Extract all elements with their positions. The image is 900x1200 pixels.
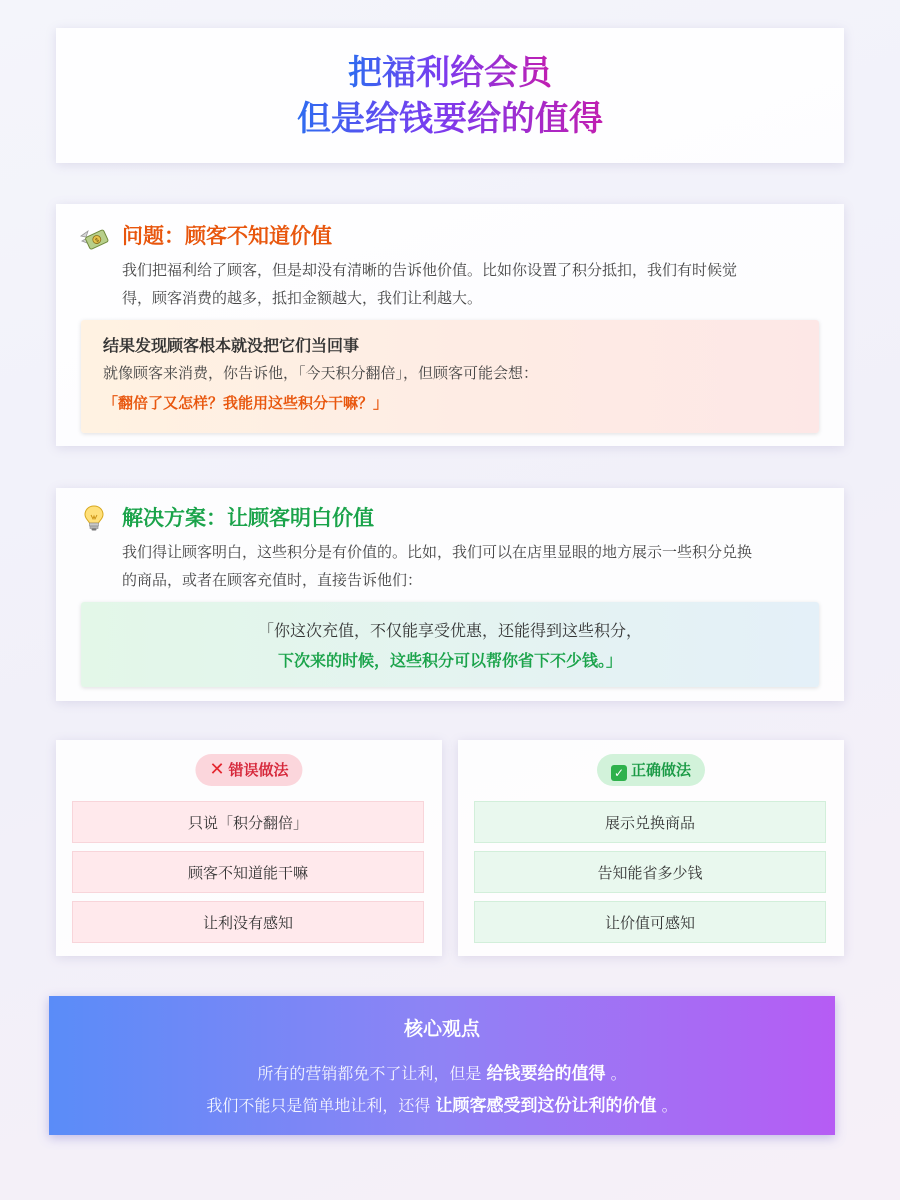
core-line2-emphasis: 让顾客感受到这份让利的价值 [435,1096,657,1116]
right-item: 告知能省多少钱 [474,851,826,893]
solution-text-line2: 的商品，或者在顾客充值时，直接告诉他们： [122,571,423,589]
core-line1-emphasis: 给钱要给的值得 [486,1064,606,1084]
wrong-approach-badge [195,754,302,786]
solution-heading: 解决方案：让顾客明白价值 [122,506,374,530]
core-line2-text: 我们不能只是简单地让利，还得 [206,1096,431,1115]
problem-card [56,204,844,446]
solution-card [56,488,844,701]
wrong-item: 只说「积分翻倍」 [72,801,424,843]
core-line2 [49,1091,835,1116]
core-line2-end: 。 [661,1096,678,1115]
problem-box-heading: 结果发现顾客根本就没把它们当回事 [103,336,360,355]
page-title-line1: 把福利给会员 [348,50,552,96]
check-mark-icon: ✓ [611,765,627,781]
solution-text-line1: 我们得让顾客明白，这些积分是有价值的。比如，我们可以在店里显眼的地方展示一些积分兑换 [122,543,753,561]
svg-text:$: $ [93,236,101,245]
cross-mark-icon: ✕ [209,759,225,780]
right-item: 展示兑换商品 [474,801,826,843]
wrong-approach-card [56,740,442,956]
money-with-wings-icon [78,222,110,254]
core-point-card [49,996,835,1135]
solution-box-line1: 「你这次充值，不仅能享受优惠，还能得到这些积分， [257,621,642,640]
light-bulb-icon [78,502,110,534]
core-line1 [49,1059,835,1084]
wrong-item: 让利没有感知 [72,901,424,943]
problem-box-quote: 「翻倍了又怎样？我能用这些积分干嘛？」 [103,394,389,412]
right-approach-badge [597,754,705,786]
problem-heading: 问题：顾客不知道价值 [122,224,332,248]
core-title: 核心观点 [403,1018,480,1040]
problem-text-line1: 我们把福利给了顾客，但是却没有清晰的告诉他价值。比如你设置了积分抵扣，我们有时候觉 [122,261,738,279]
problem-highlight-box [81,320,819,433]
problem-box-text: 就像顾客来消费，你告诉他，「今天积分翻倍」，但顾客可能会想： [103,364,539,382]
wrong-approach-label: 错误做法 [228,761,289,779]
right-approach-label: 正确做法 [630,761,692,779]
page-title-line2: 但是给钱要给的值得 [297,96,603,142]
solution-highlight-box [81,602,819,687]
core-line1-text: 所有的营销都免不了让利，但是 [257,1064,482,1083]
wrong-item: 顾客不知道能干嘛 [72,851,424,893]
right-approach-card [458,740,844,956]
solution-box-line2: 下次来的时候，这些积分可以帮你省下不少钱。」 [277,651,622,670]
core-line1-end: 。 [610,1064,627,1083]
right-item: 让价值可感知 [474,901,826,943]
problem-text-line2: 得，顾客消费的越多，抵扣金额越大，我们让利越大。 [122,289,483,307]
title-card [56,28,844,163]
